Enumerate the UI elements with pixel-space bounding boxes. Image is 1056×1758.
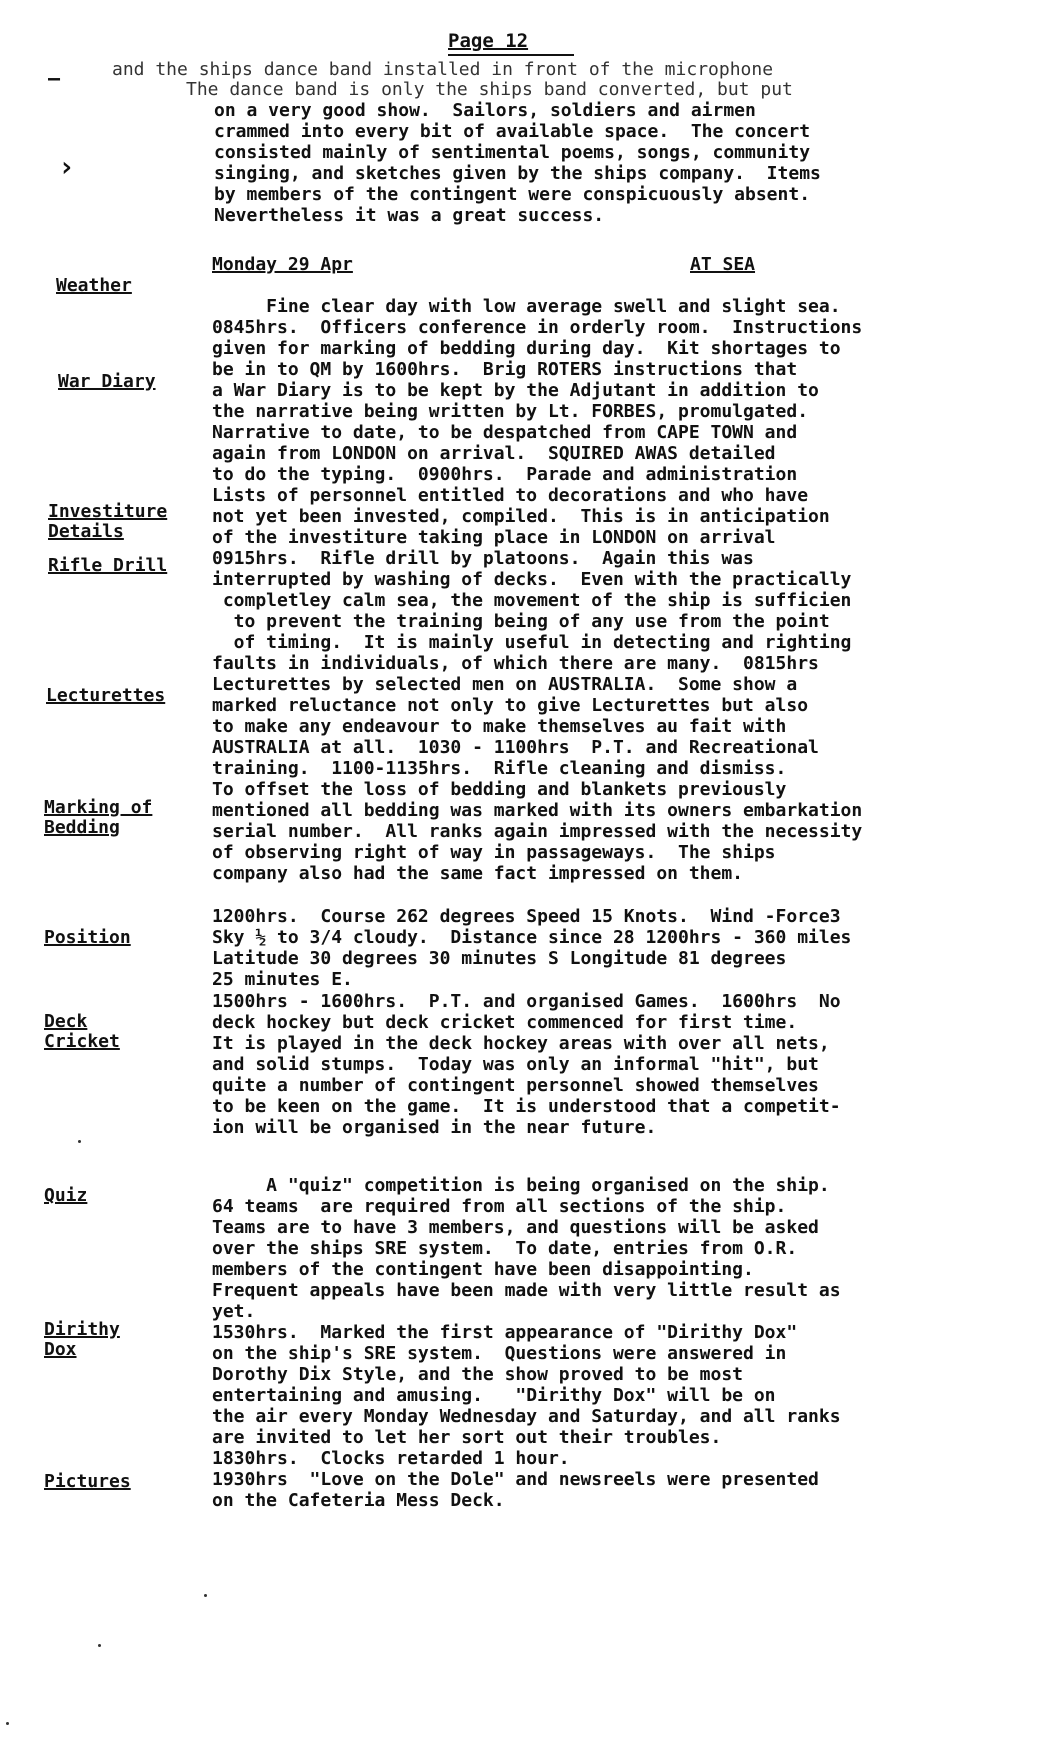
body-line: quite a number of contingent personnel showed themselves [212,1075,819,1096]
heading-lecturettes: Lecturettes [46,685,166,706]
body-line: to make any endeavour to make themselves au fait with [212,716,787,737]
quiz-line: 1930hrs "Love on the Dole" and newsreels were presented [212,1469,819,1490]
entry-location: AT SEA [690,254,756,275]
body-line: a War Diary is to be kept by the Adjutant in addition to [212,380,819,401]
quiz-line: 1830hrs. Clocks retarded 1 hour. [212,1448,570,1469]
body-line: 0915hrs. Rifle drill by platoons. Again this was [212,548,754,569]
intro-line: Nevertheless it was a great success. [214,205,605,226]
page-title: Page 12 [448,30,529,52]
body-line: ion will be organised in the near future. [212,1117,657,1138]
intro-line: The dance band is only the ships band converted, but put [186,79,793,100]
quiz-line: yet. [212,1301,256,1322]
intro-line: singing, and sketches given by the ships company. Items [214,163,821,184]
intro-line: by members of the contingent were conspicuously absent. [214,184,811,205]
heading-quiz: Quiz [44,1185,88,1206]
heading-deck: Deck [44,1011,88,1032]
body-line: of timing. It is mainly useful in detecting and righting [212,632,852,653]
title-underline [448,54,574,56]
quiz-line: over the ships SRE system. To date, entries from O.R. [212,1238,798,1259]
heading-marking-of: Marking of [44,797,153,818]
body-line: completley calm sea, the movement of the ship is sufficien [212,590,852,611]
heading-war-diary: War Diary [58,371,156,392]
body-line: the narrative being written by Lt. FORBES, promulgated. [212,401,809,422]
body-line: Sky ½ to 3/4 cloudy. Distance since 28 1200hrs - 360 miles [212,927,852,948]
paper-speck [98,1644,101,1647]
quiz-line: entertaining and amusing. "Dirithy Dox" will be on [212,1385,776,1406]
heading-details: Details [48,521,124,542]
body-line: Lecturettes by selected men on AUSTRALIA. Some show a [212,674,798,695]
body-line: It is played in the deck hockey areas with over all nets, [212,1033,830,1054]
body-line: to prevent the training being of any use from the point [212,611,830,632]
quiz-line: members of the contingent have been disappointing. [212,1259,754,1280]
paper-speck [78,1140,81,1143]
body-line: 1200hrs. Course 262 degrees Speed 15 Knots. Wind -Force3 [212,906,841,927]
quiz-line: 1530hrs. Marked the first appearance of "Dirithy Dox" [212,1322,798,1343]
body-line: Narrative to date, to be despatched from CAPE TOWN and [212,422,798,443]
body-line: AUSTRALIA at all. 1030 - 1100hrs P.T. and Recreational [212,737,819,758]
entry-date: Monday 29 Apr [212,254,353,275]
body-line: training. 1100-1135hrs. Rifle cleaning and dismiss. [212,758,787,779]
body-line: 1500hrs - 1600hrs. P.T. and organised Games. 1600hrs No [212,991,841,1012]
heading-bedding: Bedding [44,817,120,838]
body-line: mentioned all bedding was marked with its owners embarkation [212,800,863,821]
body-line: again from LONDON on arrival. SQUIRED AWAS detailed [212,443,776,464]
body-line: Latitude 30 degrees 30 minutes S Longitude 81 degrees [212,948,787,969]
intro-line: on a very good show. Sailors, soldiers and airmen [214,100,756,121]
body-line: of the investiture taking place in LONDON on arrival [212,527,776,548]
heading-rifle-drill: Rifle Drill [48,555,168,576]
body-line: 0845hrs. Officers conference in orderly room. Instructions [212,317,863,338]
body-line: be in to QM by 1600hrs. Brig ROTERS instructions that [212,359,798,380]
intro-line: crammed into every bit of available space. The concert [214,121,811,142]
body-line: not yet been invested, compiled. This is in anticipation [212,506,830,527]
quiz-line: are invited to let her sort out their troubles. [212,1427,722,1448]
quiz-line: Dorothy Dix Style, and the show proved to be most [212,1364,744,1385]
body-line: and solid stumps. Today was only an informal "hit", but [212,1054,819,1075]
heading-dox: Dox [44,1339,77,1360]
quiz-line: on the ship's SRE system. Questions were answered in [212,1343,787,1364]
body-line: Fine clear day with low average swell and slight sea. [212,296,841,317]
heading-pictures: Pictures [44,1471,131,1492]
body-line: serial number. All ranks again impressed with the necessity [212,821,863,842]
heading-cricket: Cricket [44,1031,120,1052]
heading-investiture: Investiture [48,501,168,522]
body-line: marked reluctance not only to give Lecturettes but also [212,695,809,716]
paper-speck [6,1722,9,1725]
paper-speck [204,1594,207,1597]
body-line: given for marking of bedding during day. Kit shortages to [212,338,841,359]
quiz-line: 64 teams are required from all sections of the ship. [212,1196,787,1217]
body-line: interrupted by washing of decks. Even with the practically [212,569,852,590]
body-line: faults in individuals, of which there are many. 0815hrs [212,653,819,674]
body-line: to be keen on the game. It is understood that a competit- [212,1096,841,1117]
body-line: company also had the same fact impressed on them. [212,863,744,884]
body-line: deck hockey but deck cricket commenced for first time. [212,1012,798,1033]
intro-line: and the ships dance band installed in front of the microphone [112,59,774,80]
quiz-line: Teams are to have 3 members, and questions will be asked [212,1217,819,1238]
margin-arrow-mark: › [58,150,75,183]
quiz-line: Frequent appeals have been made with very little result as [212,1280,841,1301]
heading-weather: Weather [56,275,132,296]
heading-position: Position [44,927,131,948]
body-line: 25 minutes E. [212,969,353,990]
margin-dash-mark: – [48,66,61,90]
body-line: To offset the loss of bedding and blankets previously [212,779,787,800]
quiz-line: on the Cafeteria Mess Deck. [212,1490,505,1511]
quiz-line: A "quiz" competition is being organised on the ship. [212,1175,830,1196]
heading-dirithy: Dirithy [44,1319,120,1340]
body-line: of observing right of way in passageways. The ships [212,842,776,863]
body-line: Lists of personnel entitled to decorations and who have [212,485,809,506]
body-line: to do the typing. 0900hrs. Parade and administration [212,464,798,485]
quiz-line: the air every Monday Wednesday and Saturday, and all ranks [212,1406,841,1427]
intro-line: consisted mainly of sentimental poems, songs, community [214,142,811,163]
